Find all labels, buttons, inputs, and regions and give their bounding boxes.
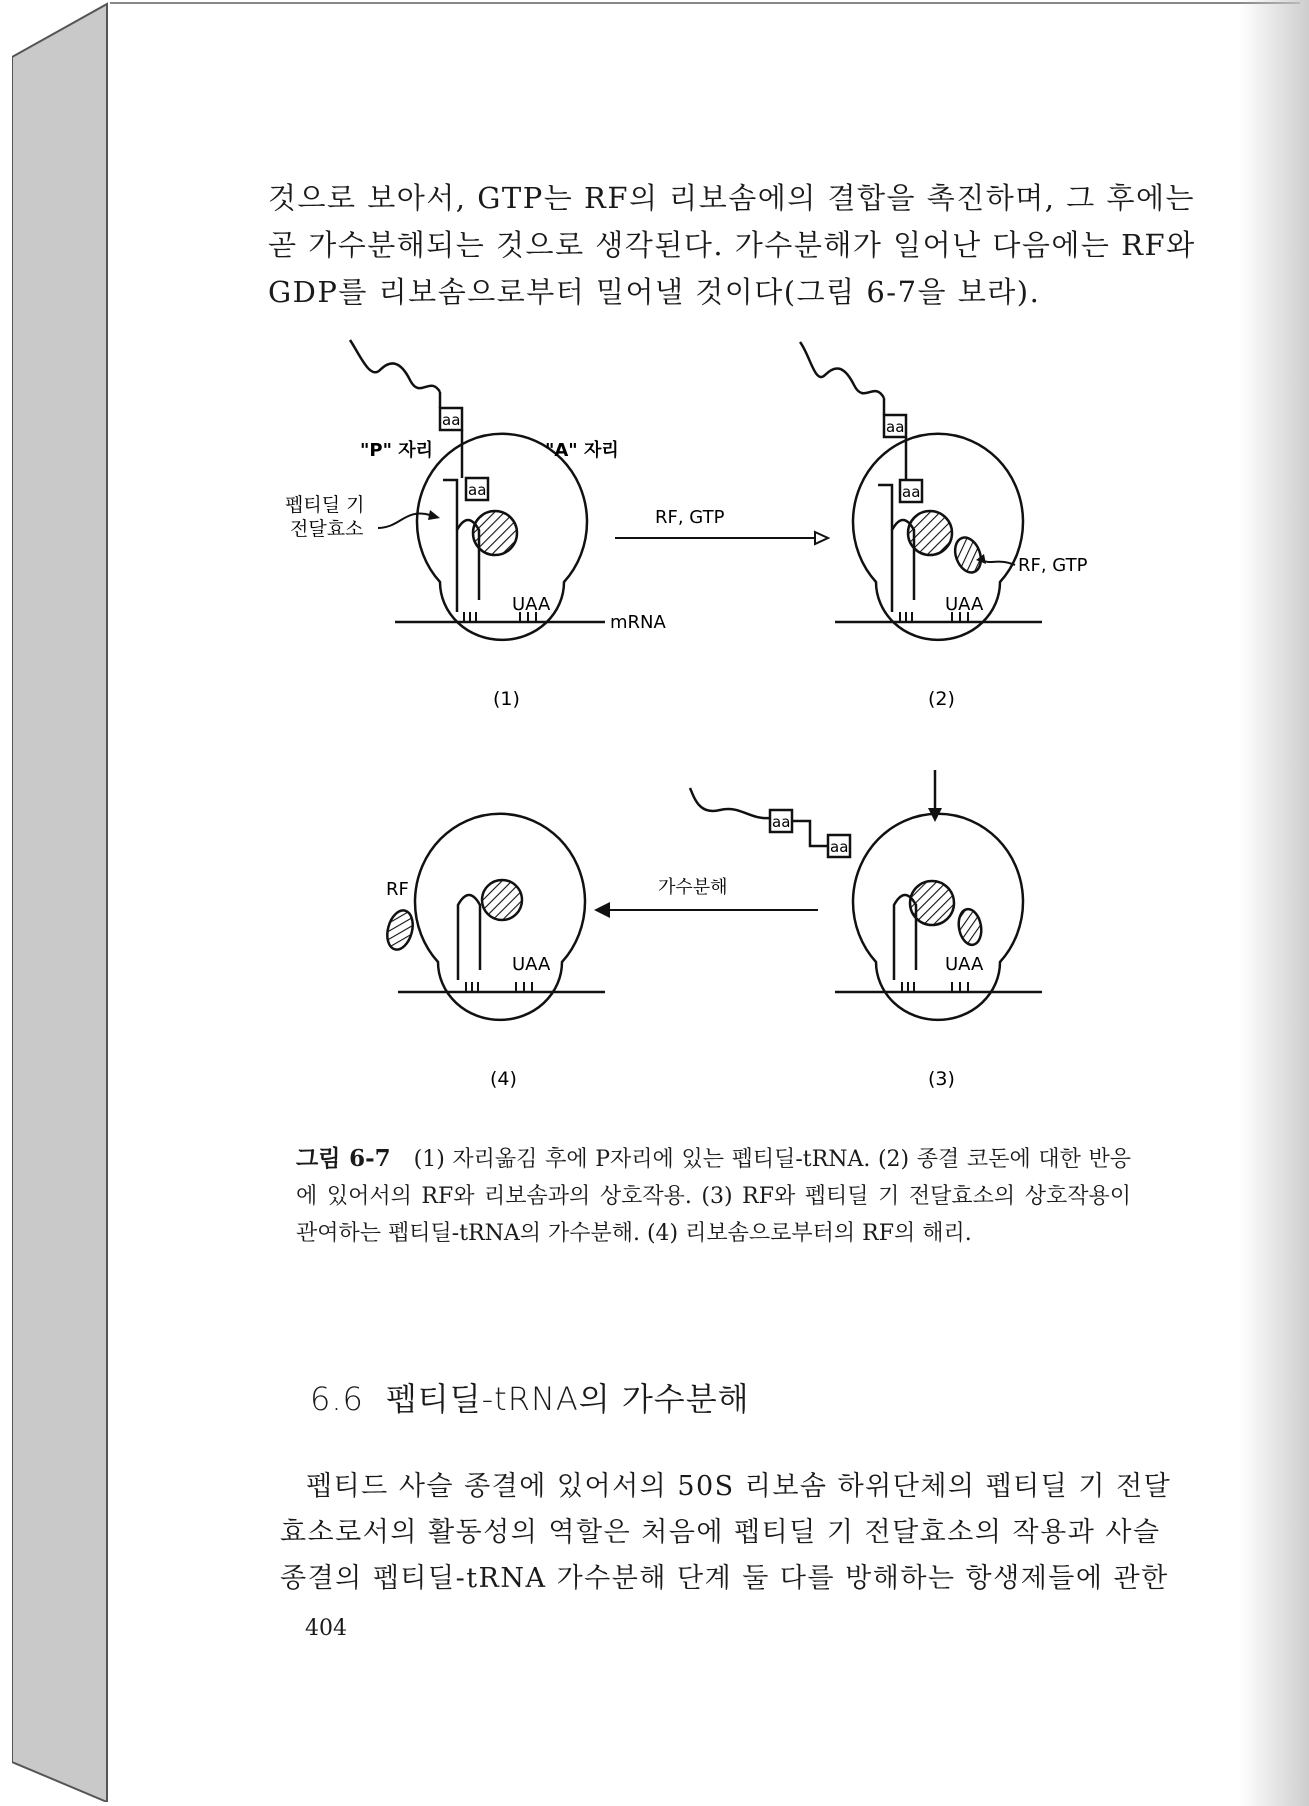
- caption-label: 그림 6-7: [296, 1145, 391, 1172]
- arrow-3-4-label: 가수분해: [658, 877, 728, 898]
- panel-3: [690, 770, 1042, 1090]
- panel1-number: (1): [493, 688, 520, 710]
- caption-text: (1) 자리옮김 후에 P자리에 있는 펩티딜-tRNA. (2) 종결 코돈에 대한 반응에 있어서의 RF와 리보솜과의 상호작용. (3) RF와 펩티딜 기 전달효소의 상호작용이 관여하는 펩티딜-tRNA의 가수분해. (4) 리보솜으로부터의 RF의 해리.: [296, 1147, 1131, 1246]
- figure-6-7: [280, 330, 1130, 1110]
- mrna-label: mRNA: [610, 612, 666, 633]
- panel2-number: (2): [928, 688, 955, 710]
- book-spine: [12, 2, 112, 1802]
- panel2-rf-icon: [951, 534, 986, 576]
- panel2-aa-bottom: aa: [902, 483, 921, 501]
- arrow-1-to-2: [615, 507, 828, 544]
- panel-1: [280, 330, 667, 950]
- section-heading: [310, 1374, 772, 1420]
- panel4-number: (4): [490, 1068, 517, 1090]
- p-site-label: "P" 자리: [360, 440, 433, 461]
- panel3-codon: UAA: [945, 954, 984, 975]
- arrow-1-2-label: RF, GTP: [655, 507, 725, 528]
- panel3-number: (3): [928, 1068, 955, 1090]
- panel2-rf-label: RF, GTP: [1018, 555, 1088, 576]
- paragraph1-line2: 곧 가수분해되는 것으로 생각된다. 가수분해가 일어난 다음에는 RF와: [268, 228, 1196, 262]
- panel-4: [383, 814, 605, 1090]
- panel4-transferase-icon: [482, 880, 522, 920]
- panel-2: [800, 342, 1088, 710]
- section-title-text: 펩티딜-tRNA의 가수분해: [385, 1380, 750, 1418]
- panel4-rf-label: RF: [386, 879, 409, 900]
- page-number: 404: [305, 1616, 347, 1641]
- panel3-aa-top: aa: [772, 813, 791, 831]
- paragraph1-line3: GDP를 리보솜으로부터 밀어낼 것이다(그림 6-7을 보라).: [268, 275, 1041, 309]
- panel3-rf-icon: [956, 907, 984, 946]
- panel1-aa-top: aa: [442, 411, 461, 429]
- figure-caption: [296, 1140, 1131, 1252]
- paragraph1-line1: 것으로 보아서, GTP는 RF의 리보솜에의 결합을 촉진하며, 그 후에는: [268, 181, 1195, 215]
- paragraph2-line3: 종결의 펩티딜-tRNA 가수분해 단계 둘 다를 방해하는 항생제들에 관한: [280, 1563, 1169, 1594]
- enzyme-label-line1: 펩티딜 기: [285, 494, 365, 516]
- panel3-transferase-icon: [910, 881, 954, 925]
- paragraph2-line2: 효소로서의 활동성의 역할은 처음에 펩티딜 기 전달효소의 작용과 사슬: [280, 1517, 1161, 1548]
- enzyme-label-line2: 전달효소: [290, 518, 364, 540]
- peptide-chain-icon: [350, 340, 440, 392]
- paragraph2-line1: 펩티드 사슬 종결에 있어서의 50S 리보솜 하위단체의 펩티딜 기 전달: [306, 1471, 1172, 1502]
- panel4-codon: UAA: [512, 954, 551, 975]
- arrow-3-to-4: [594, 877, 818, 918]
- a-site-label: "A" 자리: [545, 440, 619, 461]
- panel2-codon: UAA: [945, 594, 984, 615]
- panel2-transferase-icon: [908, 511, 952, 555]
- panel3-aa-bottom: aa: [830, 838, 849, 856]
- section-number: 6.6: [310, 1380, 364, 1418]
- panel2-aa-top: aa: [886, 418, 905, 436]
- panel1-aa-bottom: aa: [468, 481, 487, 499]
- peptidyl-transferase-icon: [473, 511, 517, 555]
- panel4-rf-icon: [383, 908, 417, 953]
- page-shadow: [1239, 0, 1309, 1806]
- panel1-codon: UAA: [512, 594, 551, 615]
